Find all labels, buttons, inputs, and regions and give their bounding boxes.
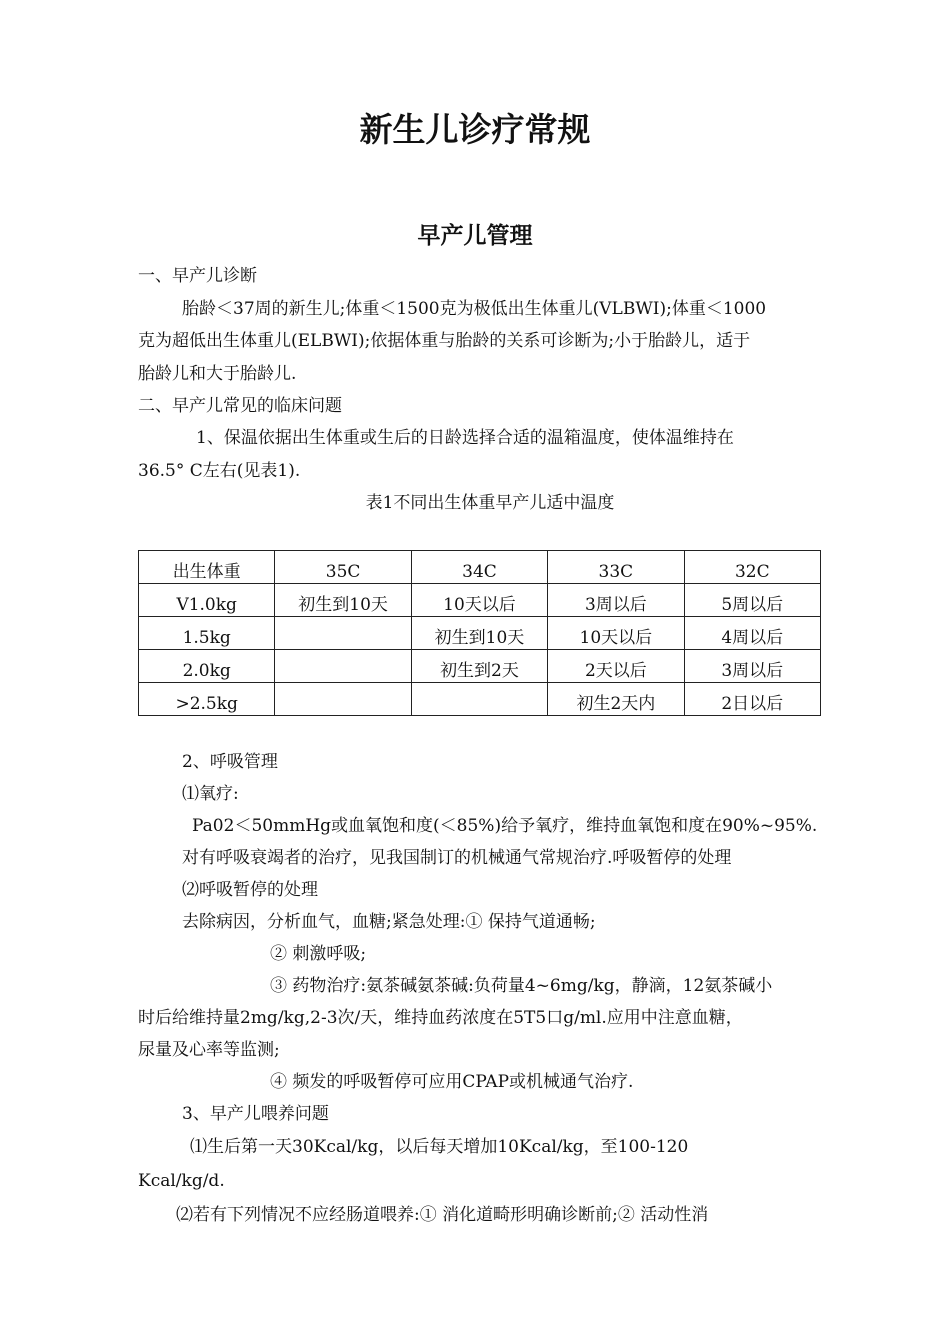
table-cell: 初生到2天 <box>411 650 547 683</box>
temperature-table <box>138 550 821 716</box>
feeding-line-3: ⑵若有下列情况不应经肠道喂养:① 消化道畸形明确诊断前;② 活动性消 <box>176 1205 709 1225</box>
table-header-cell: 35C <box>275 551 411 584</box>
heading-clinical-problems: 二、早产儿常见的临床问题 <box>138 396 342 416</box>
apnea-line-5: 尿量及心率等监测; <box>138 1040 280 1060</box>
table-cell: 1.5kg <box>139 617 275 650</box>
table-cell: 2.0kg <box>139 650 275 683</box>
table-header-cell: 32C <box>684 551 820 584</box>
warming-line-1: 1、保温依据出生体重或生后的日龄选择合适的温箱温度，使体温维持在 <box>196 428 734 448</box>
apnea-line-4: 时后给维持量2mg/kg,2-3次/天，维持血药浓度在5T5口g/ml.应用中注意血糖， <box>138 1008 743 1028</box>
apnea-line-1: 去除病因，分析血气，血糖;紧急处理:① 保持气道通畅; <box>182 912 596 932</box>
table-cell: >2.5kg <box>139 683 275 716</box>
apnea-line-6: ④ 频发的呼吸暂停可应用CPAP或机械通气治疗. <box>270 1072 634 1092</box>
oxygen-line-2: 对有呼吸衰竭者的治疗，见我国制订的机械通气常规治疗.呼吸暂停的处理 <box>182 848 732 868</box>
table-cell: 初生到10天 <box>275 584 411 617</box>
diagnosis-line-3: 胎龄儿和大于胎龄儿. <box>138 364 297 384</box>
oxygen-line-1: Pa02＜50mmHg或血氧饱和度(＜85%)给予氧疗，维持血氧饱和度在90%~95%. <box>192 816 818 836</box>
warming-line-2: 36.5° C左右(见表1). <box>138 461 301 481</box>
diagnosis-line-1: 胎龄＜37周的新生儿;体重＜1500克为极低出生体重儿(VLBWI);体重＜1000 <box>182 299 767 319</box>
section-title: 早产儿管理 <box>417 223 533 249</box>
heading-respiratory: 2、呼吸管理 <box>182 752 278 772</box>
table-row <box>139 617 821 650</box>
diagnosis-line-2: 克为超低出生体重儿(ELBWI);依据体重与胎龄的关系可诊断为;小于胎龄儿，适于 <box>138 331 751 351</box>
table-row <box>139 683 821 716</box>
table-cell: 3周以后 <box>548 584 684 617</box>
apnea-line-3: ③ 药物治疗:氨茶碱氨茶碱:负荷量4~6mg/kg，静滴，12氨茶碱小 <box>270 976 773 996</box>
table-cell <box>275 650 411 683</box>
feeding-line-1: ⑴生后第一天30Kcal/kg，以后每天增加10Kcal/kg，至100-120 <box>190 1137 689 1157</box>
table-cell: 2天以后 <box>548 650 684 683</box>
table-cell: V1.0kg <box>139 584 275 617</box>
table-caption: 表1不同出生体重早产儿适中温度 <box>365 493 615 513</box>
table-cell: 4周以后 <box>684 617 820 650</box>
table-cell: 初生到10天 <box>411 617 547 650</box>
table-cell: 3周以后 <box>684 650 820 683</box>
oxygen-therapy-heading: ⑴氧疗: <box>182 784 239 804</box>
table-cell: 5周以后 <box>684 584 820 617</box>
table-header-row <box>139 551 821 584</box>
feeding-line-2: Kcal/kg/d. <box>138 1171 225 1191</box>
table-cell: 10天以后 <box>411 584 547 617</box>
table-header-cell: 33C <box>548 551 684 584</box>
apnea-heading: ⑵呼吸暂停的处理 <box>182 880 318 900</box>
table-cell <box>275 683 411 716</box>
table-header-cell: 出生体重 <box>139 551 275 584</box>
table-cell: 10天以后 <box>548 617 684 650</box>
table-row <box>139 584 821 617</box>
table-cell <box>275 617 411 650</box>
table-cell: 初生2天内 <box>548 683 684 716</box>
table-cell <box>411 683 547 716</box>
apnea-line-2: ② 刺激呼吸; <box>270 944 367 964</box>
heading-diagnosis: 一、早产儿诊断 <box>138 266 257 286</box>
table-header-cell: 34C <box>411 551 547 584</box>
table-cell: 2日以后 <box>684 683 820 716</box>
document-title: 新生儿诊疗常规 <box>359 110 591 149</box>
table-row <box>139 650 821 683</box>
heading-feeding: 3、早产儿喂养问题 <box>182 1104 329 1124</box>
